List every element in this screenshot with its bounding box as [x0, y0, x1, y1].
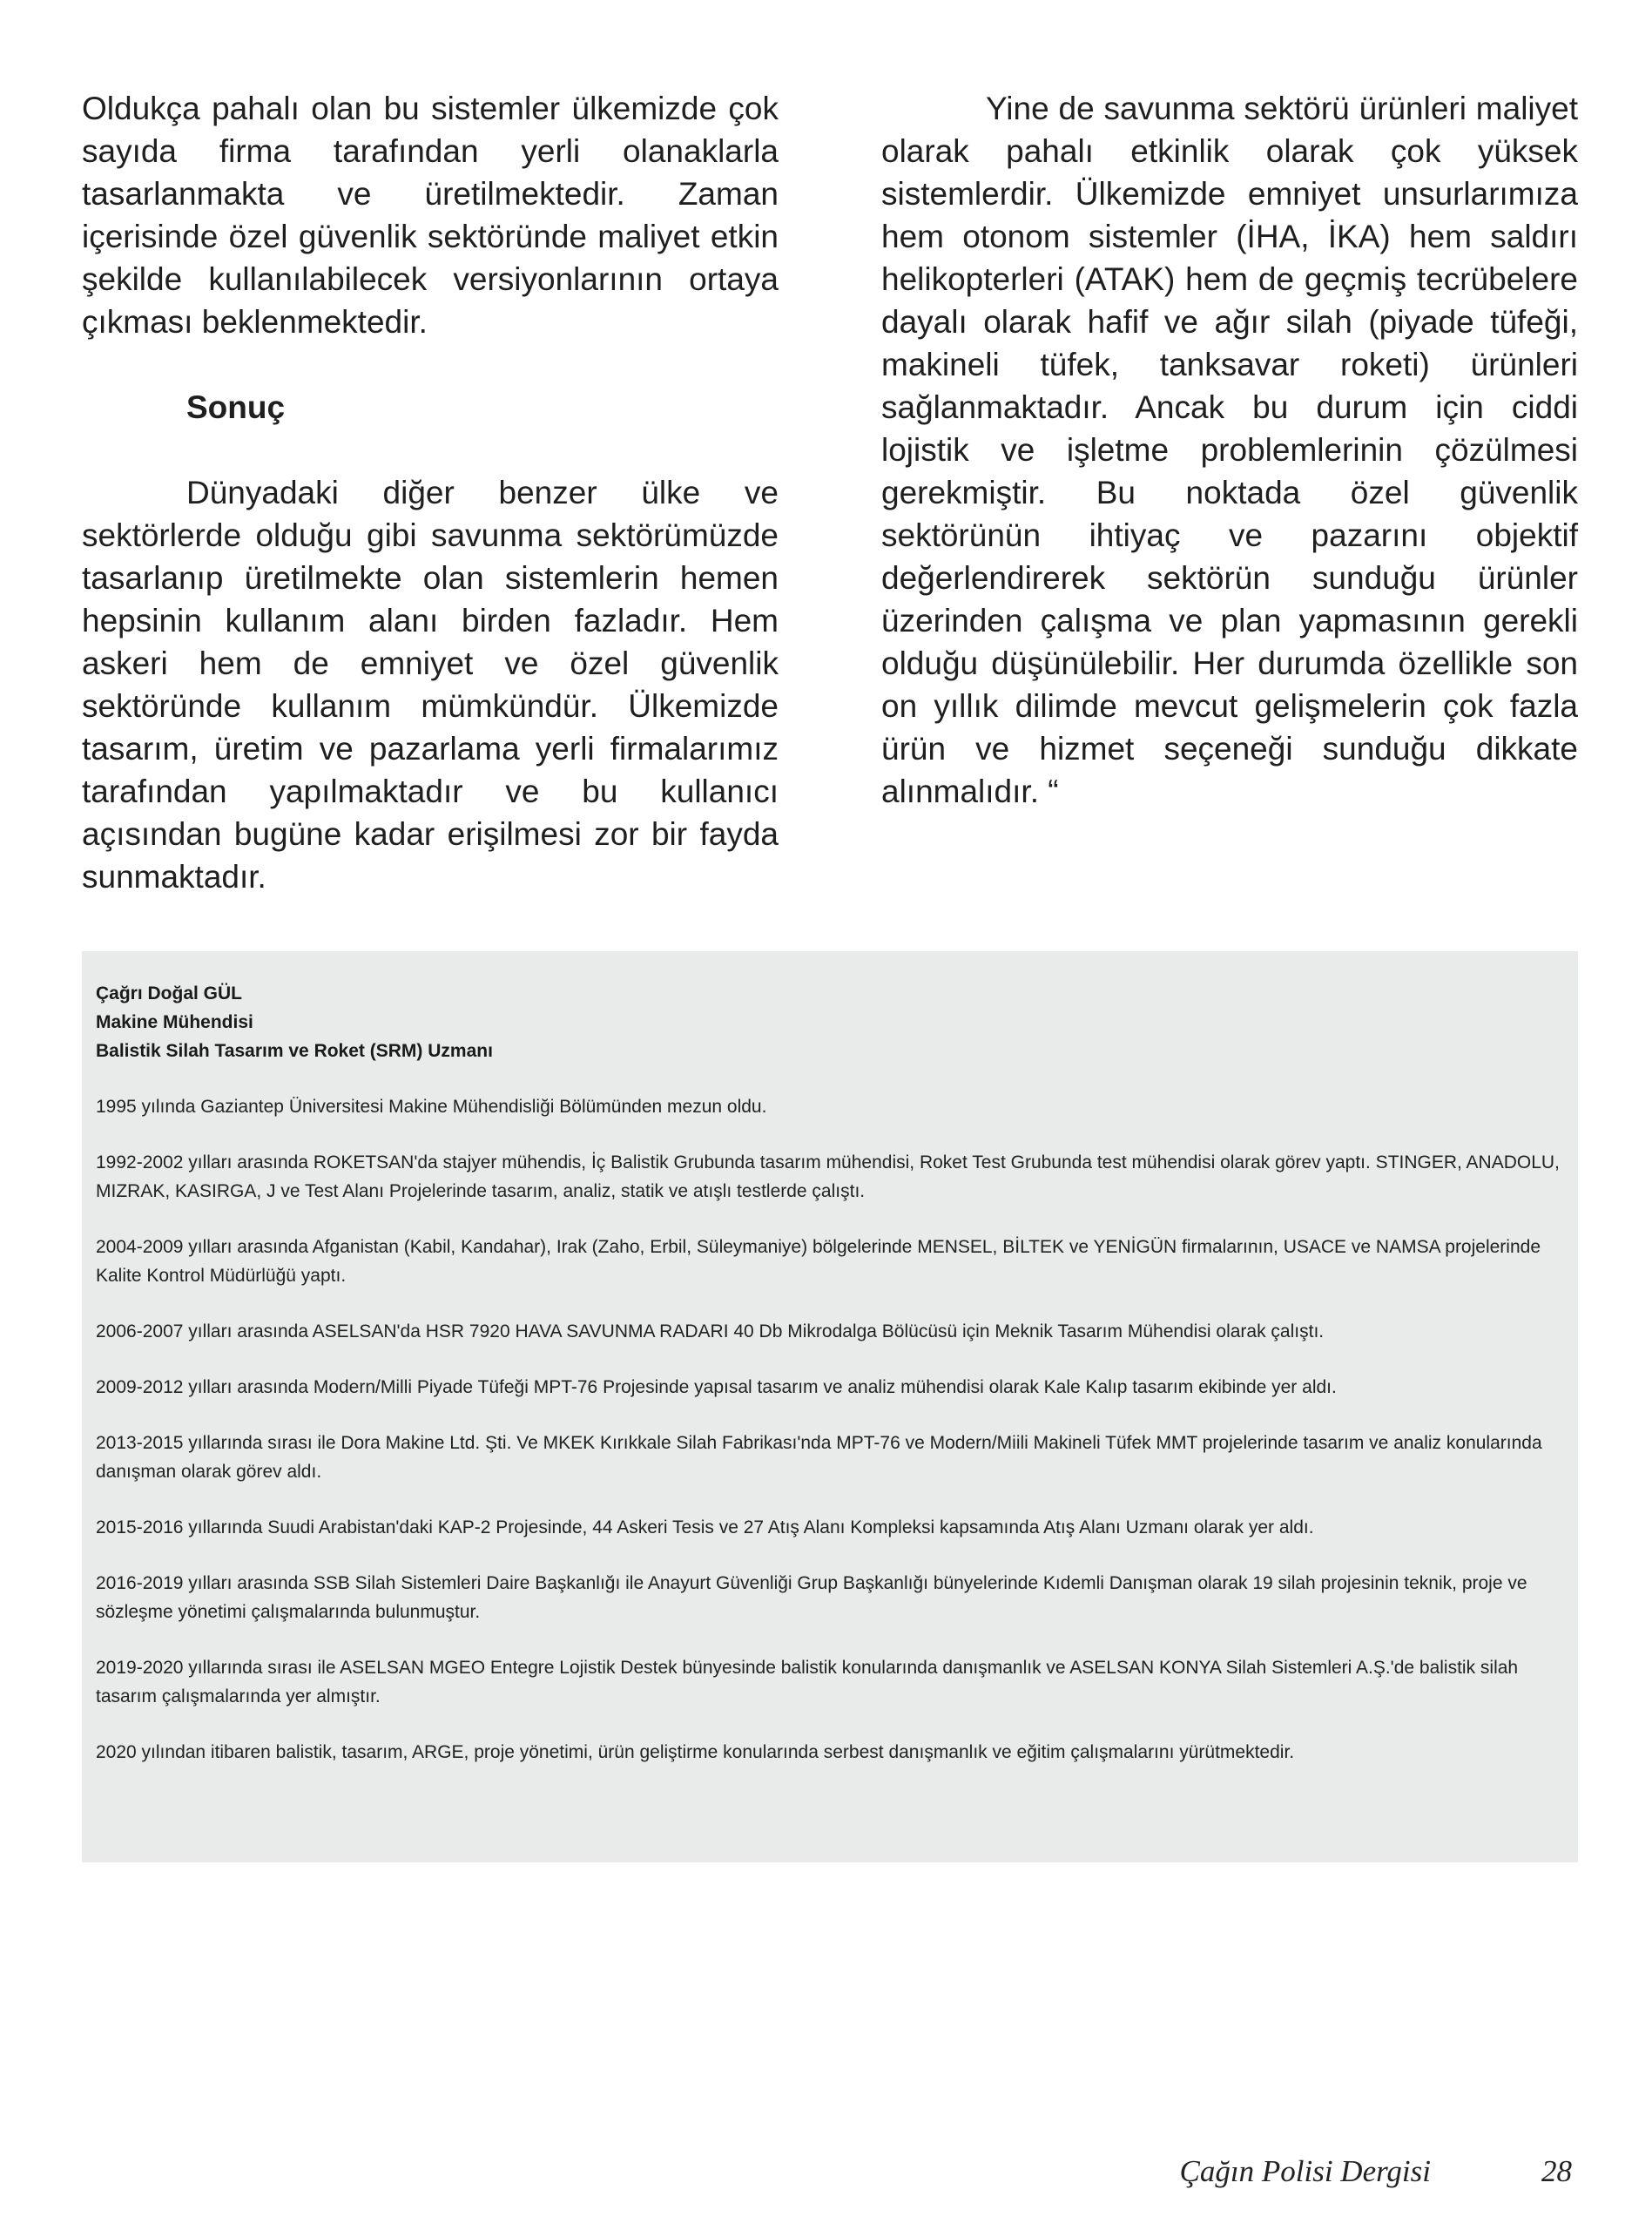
left-column [82, 87, 779, 898]
section-heading: Sonuç [186, 389, 286, 425]
bio-item: 2016-2019 yılları arasında SSB Silah Sistemleri Daire Başkanlığı ile Anayurt Güvenliği Grup Başkanlığı bünyelerinde Kıdemli Danışman olarak 19 silah projesinin teknik, proje ve sözleşme yönetimi çalışmalarında bulunmuştur. [96, 1573, 1527, 1622]
right-column [881, 87, 1578, 898]
bio-item: 2015-2016 yıllarında Suudi Arabistan'daki KAP-2 Projesinde, 44 Askeri Tesis ve 27 Atış Alanı Kompleksi kapsamında Atış Alanı Uzmanı olarak yer aldı. [96, 1517, 1314, 1537]
author-title: Makine Mühendisi [96, 1012, 253, 1032]
bio-item: 2019-2020 yıllarında sırası ile ASELSAN MGEO Entegre Lojistik Destek bünyesinde balistik konularında danışmanlık ve ASELSAN KONYA Silah Sistemleri A.Ş.'de balistik silah tasarım çalışmalarında yer almıştır. [96, 1658, 1519, 1706]
bio-item: 1992-2002 yılları arasında ROKETSAN'da stajyer mühendis, İç Balistik Grubunda tasarım mühendisi, Roket Test Grubunda test mühendisi olarak görev yaptı. STINGER, ANADOLU, MIZRAK, KASIRGA, J ve Test Alanı Projelerinde tasarım, analiz, statik ve atışlı testlerde çalıştı. [96, 1152, 1560, 1201]
bio-item: 2020 yılından itibaren balistik, tasarım, ARGE, proje yönetimi, ürün geliştirme konularında serbest danışmanlık ve eğitim çalışmalarını yürütmektedir. [96, 1742, 1295, 1762]
author-name: Çağrı Doğal GÜL [96, 983, 243, 1004]
bio-item: 2013-2015 yıllarında sırası ile Dora Makine Ltd. Şti. Ve MKEK Kırıkkale Silah Fabrikası'nda MPT-76 ve Modern/Miili Makineli Tüfek MMT projelerinde tasarım ve analiz konularında danışman olarak görev aldı. [96, 1433, 1542, 1482]
bio-item: 2004-2009 yılları arasında Afganistan (Kabil, Kandahar), Irak (Zaho, Erbil, Süleymaniye) bölgelerinde MENSEL, BİLTEK ve YENİGÜN firmalarının, USACE ve NAMSA projelerinde Kalite Kontrol Müdürlüğü yaptı. [96, 1237, 1541, 1286]
author-bio-box [82, 951, 1578, 1862]
paragraph: Yine de savunma sektörü ürünleri maliyet olarak pahalı etkinlik olarak çok yüksek sistemlerdir. Ülkemizde emniyet unsurlarımıza hem otonom sistemler (İHA, İKA) hem saldırı helikopterleri (ATAK) hem de geçmiş tecrübelere dayalı olarak hafif ve ağır silah (piyade tüfeği, makineli tüfek, tanksavar roketi) ürünleri sağlanmaktadır. Ancak bu durum için ciddi lojistik ve işletme problemlerinin çözülmesi gerekmiştir. Bu noktada özel güvenlik sektörünün ihtiyaç ve pazarını objektif değerlendirerek sektörün sunduğu ürünler üzerinden çalışma ve plan yapmasının gerekli olduğu düşünülebilir. Her durumda özellikle son on yıllık dilimde mevcut gelişmelerin çok fazla ürün ve hizmet seçeneği sunduğu dikkate alınmalıdır. “ [881, 91, 1578, 809]
page-footer [0, 2150, 1652, 2193]
article-body [82, 87, 1578, 898]
paragraph: Dünyadaki diğer benzer ülke ve sektörlerde olduğu gibi savunma sektörümüzde tasarlanıp üretilmekte olan sistemlerin hemen hepsinin kullanım alanı birden fazladır. Hem askeri hem de emniyet ve özel güvenlik sektöründe kullanım mümkündür. Ülkemizde tasarım, üretim ve pazarlama yerli firmalarımız tarafından yapılmaktadır ve bu kullanıcı açısından bugüne kadar erişilmesi zor bir fayda sunmaktadır. [82, 475, 779, 895]
author-specialty: Balistik Silah Tasarım ve Roket (SRM) Uzmanı [96, 1041, 493, 1061]
bio-item: 2006-2007 yılları arasında ASELSAN'da HSR 7920 HAVA SAVUNMA RADARI 40 Db Mikrodalga Bölücüsü için Meknik Tasarım Mühendisi olarak çalıştı. [96, 1321, 1325, 1341]
magazine-name: Çağın Polisi Dergisi [1179, 2154, 1431, 2188]
bio-item: 1995 yılında Gaziantep Üniversitesi Makine Mühendisliği Bölümünden mezun oldu. [96, 1097, 767, 1117]
author-header [96, 979, 1564, 1065]
bio-item: 2009-2012 yılları arasında Modern/Milli Piyade Tüfeği MPT-76 Projesinde yapısal tasarım ve analiz mühendisi olarak Kale Kalıp tasarım ekibinde yer aldı. [96, 1377, 1337, 1397]
page-number: 28 [1541, 2154, 1572, 2188]
paragraph: Oldukça pahalı olan bu sistemler ülkemizde çok sayıda firma tarafından yerli olanaklarla tasarlanmakta ve üretilmektedir. Zaman içerisinde özel güvenlik sektöründe maliyet etkin şekilde kullanılabilecek versiyonlarının ortaya çıkması beklenmektedir. [82, 91, 779, 340]
